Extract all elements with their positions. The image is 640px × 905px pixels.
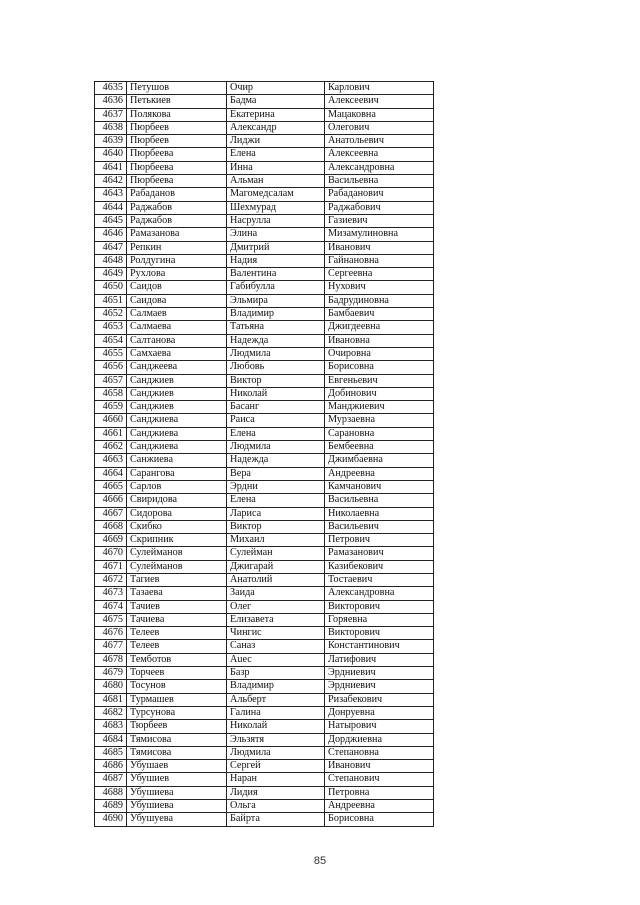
table-row <box>95 308 434 321</box>
last-name-cell: Сидорова <box>127 507 227 520</box>
first-name-cell: Эрдни <box>227 480 325 493</box>
row-number-cell: 4655 <box>95 347 127 360</box>
patronymic-cell: Васильевна <box>325 494 434 507</box>
table-row <box>95 441 434 454</box>
row-number-cell: 4653 <box>95 321 127 334</box>
first-name-cell: Саназ <box>227 640 325 653</box>
first-name-cell: Аuес <box>227 653 325 666</box>
last-name-cell: Рамазанова <box>127 228 227 241</box>
row-number-cell: 4659 <box>95 401 127 414</box>
patronymic-cell: Николаевна <box>325 507 434 520</box>
table-row <box>95 321 434 334</box>
last-name-cell: Санжиева <box>127 454 227 467</box>
last-name-cell: Санджиева <box>127 427 227 440</box>
last-name-cell: Тазаева <box>127 587 227 600</box>
row-number-cell: 4652 <box>95 308 127 321</box>
first-name-cell: Сулейман <box>227 547 325 560</box>
last-name-cell: Санджиева <box>127 441 227 454</box>
table-row <box>95 82 434 95</box>
first-name-cell: Магомедсалам <box>227 188 325 201</box>
patronymic-cell: Борисовна <box>325 813 434 826</box>
first-name-cell: Шехмурад <box>227 201 325 214</box>
row-number-cell: 4680 <box>95 680 127 693</box>
patronymic-cell: Викторович <box>325 627 434 640</box>
table-row <box>95 534 434 547</box>
first-name-cell: Людмила <box>227 746 325 759</box>
last-name-cell: Пюрбеев <box>127 121 227 134</box>
table-row <box>95 786 434 799</box>
row-number-cell: 4637 <box>95 108 127 121</box>
patronymic-cell: Петровна <box>325 786 434 799</box>
table-row <box>95 480 434 493</box>
first-name-cell: Виктор <box>227 520 325 533</box>
last-name-cell: Свиридова <box>127 494 227 507</box>
row-number-cell: 4668 <box>95 520 127 533</box>
table-row <box>95 494 434 507</box>
first-name-cell: Владимир <box>227 680 325 693</box>
patronymic-cell: Гайнановна <box>325 254 434 267</box>
first-name-cell: Николай <box>227 387 325 400</box>
last-name-cell: Санджиев <box>127 401 227 414</box>
last-name-cell: Турсунова <box>127 706 227 719</box>
row-number-cell: 4646 <box>95 228 127 241</box>
row-number-cell: 4679 <box>95 667 127 680</box>
last-name-cell: Убушаев <box>127 760 227 773</box>
table-row <box>95 547 434 560</box>
row-number-cell: 4676 <box>95 627 127 640</box>
table-row <box>95 454 434 467</box>
patronymic-cell: Нухович <box>325 281 434 294</box>
patronymic-cell: Александровна <box>325 161 434 174</box>
row-number-cell: 4675 <box>95 613 127 626</box>
first-name-cell: Базр <box>227 667 325 680</box>
last-name-cell: Репкин <box>127 241 227 254</box>
row-number-cell: 4682 <box>95 706 127 719</box>
first-name-cell: Лиджи <box>227 135 325 148</box>
table-row <box>95 161 434 174</box>
patronymic-cell: Бамбаевич <box>325 308 434 321</box>
row-number-cell: 4689 <box>95 800 127 813</box>
patronymic-cell: Газиевич <box>325 214 434 227</box>
patronymic-cell: Олегович <box>325 121 434 134</box>
first-name-cell: Байрта <box>227 813 325 826</box>
row-number-cell: 4656 <box>95 361 127 374</box>
patronymic-cell: Очировна <box>325 347 434 360</box>
last-name-cell: Санджиев <box>127 387 227 400</box>
first-name-cell: Елена <box>227 427 325 440</box>
patronymic-cell: Иванович <box>325 241 434 254</box>
last-name-cell: Саидова <box>127 294 227 307</box>
row-number-cell: 4683 <box>95 720 127 733</box>
table-row <box>95 507 434 520</box>
patronymic-cell: Джигдеевна <box>325 321 434 334</box>
first-name-cell: Басанг <box>227 401 325 414</box>
row-number-cell: 4639 <box>95 135 127 148</box>
last-name-cell: Скибко <box>127 520 227 533</box>
last-name-cell: Сарангова <box>127 467 227 480</box>
first-name-cell: Михаил <box>227 534 325 547</box>
row-number-cell: 4638 <box>95 121 127 134</box>
last-name-cell: Тосунов <box>127 680 227 693</box>
last-name-cell: Санджеева <box>127 361 227 374</box>
last-name-cell: Рабаданов <box>127 188 227 201</box>
last-name-cell: Убушиева <box>127 800 227 813</box>
last-name-cell: Тачиева <box>127 613 227 626</box>
row-number-cell: 4664 <box>95 467 127 480</box>
patronymic-cell: Карлович <box>325 82 434 95</box>
patronymic-cell: Андреевна <box>325 467 434 480</box>
row-number-cell: 4687 <box>95 773 127 786</box>
patronymic-cell: Мизамулиновна <box>325 228 434 241</box>
last-name-cell: Салмаева <box>127 321 227 334</box>
table-row <box>95 813 434 826</box>
row-number-cell: 4654 <box>95 334 127 347</box>
last-name-cell: Тямисова <box>127 746 227 759</box>
table-row <box>95 680 434 693</box>
row-number-cell: 4649 <box>95 268 127 281</box>
page-number: 85 <box>313 855 327 867</box>
last-name-cell: Салмаев <box>127 308 227 321</box>
row-number-cell: 4662 <box>95 441 127 454</box>
row-number-cell: 4658 <box>95 387 127 400</box>
last-name-cell: Скрипник <box>127 534 227 547</box>
patronymic-cell: Мацаковна <box>325 108 434 121</box>
table-row <box>95 467 434 480</box>
patronymic-cell: Бембеевна <box>325 441 434 454</box>
row-number-cell: 4669 <box>95 534 127 547</box>
patronymic-cell: Бадрудиновна <box>325 294 434 307</box>
first-name-cell: Олег <box>227 600 325 613</box>
patronymic-cell: Манджиевич <box>325 401 434 414</box>
row-number-cell: 4635 <box>95 82 127 95</box>
first-name-cell: Инна <box>227 161 325 174</box>
row-number-cell: 4657 <box>95 374 127 387</box>
last-name-cell: Ролдугина <box>127 254 227 267</box>
row-number-cell: 4643 <box>95 188 127 201</box>
last-name-cell: Петушов <box>127 82 227 95</box>
row-number-cell: 4690 <box>95 813 127 826</box>
first-name-cell: Татьяна <box>227 321 325 334</box>
first-name-cell: Надия <box>227 254 325 267</box>
row-number-cell: 4674 <box>95 600 127 613</box>
table-row <box>95 773 434 786</box>
table-row <box>95 241 434 254</box>
first-name-cell: Очир <box>227 82 325 95</box>
table-row <box>95 268 434 281</box>
row-number-cell: 4642 <box>95 175 127 188</box>
first-name-cell: Наран <box>227 773 325 786</box>
table-row <box>95 627 434 640</box>
patronymic-cell: Степанович <box>325 773 434 786</box>
last-name-cell: Самхаева <box>127 347 227 360</box>
patronymic-cell: Александровна <box>325 587 434 600</box>
last-name-cell: Пюрбеев <box>127 135 227 148</box>
last-name-cell: Телеев <box>127 627 227 640</box>
first-name-cell: Раиса <box>227 414 325 427</box>
table-row <box>95 228 434 241</box>
patronymic-cell: Алексеевич <box>325 95 434 108</box>
first-name-cell: Николай <box>227 720 325 733</box>
table-row <box>95 720 434 733</box>
last-name-cell: Санджиева <box>127 414 227 427</box>
patronymic-cell: Степановна <box>325 746 434 759</box>
row-number-cell: 4684 <box>95 733 127 746</box>
table-row <box>95 294 434 307</box>
row-number-cell: 4681 <box>95 693 127 706</box>
table-row <box>95 121 434 134</box>
first-name-cell: Виктор <box>227 374 325 387</box>
patronymic-cell: Камчанович <box>325 480 434 493</box>
patronymic-cell: Горяевна <box>325 613 434 626</box>
last-name-cell: Петькиев <box>127 95 227 108</box>
first-name-cell: Габибулла <box>227 281 325 294</box>
table-row <box>95 760 434 773</box>
first-name-cell: Надежда <box>227 334 325 347</box>
table-row <box>95 800 434 813</box>
row-number-cell: 4661 <box>95 427 127 440</box>
table-row <box>95 746 434 759</box>
table-row <box>95 175 434 188</box>
patronymic-cell: Натырович <box>325 720 434 733</box>
table-row <box>95 667 434 680</box>
row-number-cell: 4651 <box>95 294 127 307</box>
last-name-cell: Турмашев <box>127 693 227 706</box>
table-row <box>95 706 434 719</box>
row-number-cell: 4644 <box>95 201 127 214</box>
table-row <box>95 640 434 653</box>
first-name-cell: Насрулла <box>227 214 325 227</box>
patronymic-cell: Константинович <box>325 640 434 653</box>
table-row <box>95 374 434 387</box>
patronymic-cell: Иванович <box>325 760 434 773</box>
table-row <box>95 201 434 214</box>
table-row <box>95 347 434 360</box>
first-name-cell: Альберт <box>227 693 325 706</box>
last-name-cell: Тагиев <box>127 573 227 586</box>
first-name-cell: Галина <box>227 706 325 719</box>
last-name-cell: Тямисова <box>127 733 227 746</box>
patronymic-cell: Донруевна <box>325 706 434 719</box>
patronymic-cell: Рамазанович <box>325 547 434 560</box>
last-name-cell: Убушиев <box>127 773 227 786</box>
row-number-cell: 4688 <box>95 786 127 799</box>
table-row <box>95 401 434 414</box>
row-number-cell: 4667 <box>95 507 127 520</box>
first-name-cell: Лидия <box>227 786 325 799</box>
table-row <box>95 95 434 108</box>
table-row <box>95 733 434 746</box>
last-name-cell: Раджабов <box>127 214 227 227</box>
first-name-cell: Бадма <box>227 95 325 108</box>
last-name-cell: Санджиев <box>127 374 227 387</box>
patronymic-cell: Викторович <box>325 600 434 613</box>
first-name-cell: Альман <box>227 175 325 188</box>
patronymic-cell: Эрдниевич <box>325 667 434 680</box>
first-name-cell: Заида <box>227 587 325 600</box>
first-name-cell: Елена <box>227 148 325 161</box>
table-row <box>95 281 434 294</box>
last-name-cell: Телеев <box>127 640 227 653</box>
last-name-cell: Темботов <box>127 653 227 666</box>
first-name-cell: Элина <box>227 228 325 241</box>
first-name-cell: Людмила <box>227 441 325 454</box>
patronymic-cell: Казибекович <box>325 560 434 573</box>
patronymic-cell: Евгеньевич <box>325 374 434 387</box>
first-name-cell: Чингис <box>227 627 325 640</box>
patronymic-cell: Джимбаевна <box>325 454 434 467</box>
row-number-cell: 4665 <box>95 480 127 493</box>
patronymic-cell: Васильевич <box>325 520 434 533</box>
last-name-cell: Пюрбеева <box>127 161 227 174</box>
row-number-cell: 4671 <box>95 560 127 573</box>
first-name-cell: Ольга <box>227 800 325 813</box>
last-name-cell: Сарлов <box>127 480 227 493</box>
last-name-cell: Тачиев <box>127 600 227 613</box>
row-number-cell: 4666 <box>95 494 127 507</box>
last-name-cell: Торчеев <box>127 667 227 680</box>
row-number-cell: 4686 <box>95 760 127 773</box>
last-name-cell: Раджабов <box>127 201 227 214</box>
table-row <box>95 414 434 427</box>
row-number-cell: 4650 <box>95 281 127 294</box>
first-name-cell: Лариса <box>227 507 325 520</box>
first-name-cell: Любовь <box>227 361 325 374</box>
first-name-cell: Валентина <box>227 268 325 281</box>
patronymic-cell: Эрдниевич <box>325 680 434 693</box>
first-name-cell: Елена <box>227 494 325 507</box>
patronymic-cell: Тостаевич <box>325 573 434 586</box>
table-row <box>95 135 434 148</box>
table-row <box>95 214 434 227</box>
patronymic-cell: Раджабович <box>325 201 434 214</box>
row-number-cell: 4647 <box>95 241 127 254</box>
patronymic-cell: Добинович <box>325 387 434 400</box>
row-number-cell: 4636 <box>95 95 127 108</box>
row-number-cell: 4660 <box>95 414 127 427</box>
patronymic-cell: Андреевна <box>325 800 434 813</box>
first-name-cell: Екатерина <box>227 108 325 121</box>
table-row <box>95 653 434 666</box>
patronymic-cell: Алексеевна <box>325 148 434 161</box>
row-number-cell: 4645 <box>95 214 127 227</box>
first-name-cell: Дмитрий <box>227 241 325 254</box>
patronymic-cell: Дорджиевна <box>325 733 434 746</box>
table-row <box>95 600 434 613</box>
patronymic-cell: Анатольевич <box>325 135 434 148</box>
row-number-cell: 4685 <box>95 746 127 759</box>
first-name-cell: Джигарай <box>227 560 325 573</box>
table-row <box>95 254 434 267</box>
last-name-cell: Сулейманов <box>127 547 227 560</box>
table-row <box>95 613 434 626</box>
row-number-cell: 4641 <box>95 161 127 174</box>
row-number-cell: 4648 <box>95 254 127 267</box>
row-number-cell: 4640 <box>95 148 127 161</box>
last-name-cell: Саидов <box>127 281 227 294</box>
patronymic-cell: Ивановна <box>325 334 434 347</box>
first-name-cell: Александр <box>227 121 325 134</box>
last-name-cell: Пюрбеева <box>127 148 227 161</box>
first-name-cell: Людмила <box>227 347 325 360</box>
table-row <box>95 520 434 533</box>
roster-table-body <box>95 82 434 827</box>
patronymic-cell: Сергеевна <box>325 268 434 281</box>
patronymic-cell: Сарановна <box>325 427 434 440</box>
table-row <box>95 387 434 400</box>
first-name-cell: Владимир <box>227 308 325 321</box>
row-number-cell: 4673 <box>95 587 127 600</box>
first-name-cell: Анатолий <box>227 573 325 586</box>
table-row <box>95 148 434 161</box>
first-name-cell: Эльмира <box>227 294 325 307</box>
row-number-cell: 4663 <box>95 454 127 467</box>
table-row <box>95 587 434 600</box>
table-row <box>95 573 434 586</box>
roster-table <box>94 81 434 827</box>
patronymic-cell: Ризабекович <box>325 693 434 706</box>
table-row <box>95 560 434 573</box>
first-name-cell: Надежда <box>227 454 325 467</box>
patronymic-cell: Рабаданович <box>325 188 434 201</box>
first-name-cell: Сергей <box>227 760 325 773</box>
last-name-cell: Убушуева <box>127 813 227 826</box>
patronymic-cell: Васильевна <box>325 175 434 188</box>
table-row <box>95 188 434 201</box>
table-row <box>95 334 434 347</box>
last-name-cell: Рухлова <box>127 268 227 281</box>
last-name-cell: Салтанова <box>127 334 227 347</box>
last-name-cell: Полякова <box>127 108 227 121</box>
table-row <box>95 361 434 374</box>
last-name-cell: Сулейманов <box>127 560 227 573</box>
patronymic-cell: Мурзаевна <box>325 414 434 427</box>
patronymic-cell: Латифович <box>325 653 434 666</box>
first-name-cell: Вера <box>227 467 325 480</box>
table-row <box>95 693 434 706</box>
row-number-cell: 4677 <box>95 640 127 653</box>
row-number-cell: 4672 <box>95 573 127 586</box>
patronymic-cell: Борисовна <box>325 361 434 374</box>
last-name-cell: Пюрбеева <box>127 175 227 188</box>
row-number-cell: 4670 <box>95 547 127 560</box>
row-number-cell: 4678 <box>95 653 127 666</box>
table-row <box>95 108 434 121</box>
first-name-cell: Елизавета <box>227 613 325 626</box>
first-name-cell: Эльзятя <box>227 733 325 746</box>
table-row <box>95 427 434 440</box>
last-name-cell: Тюрбеев <box>127 720 227 733</box>
last-name-cell: Убушиева <box>127 786 227 799</box>
patronymic-cell: Петрович <box>325 534 434 547</box>
